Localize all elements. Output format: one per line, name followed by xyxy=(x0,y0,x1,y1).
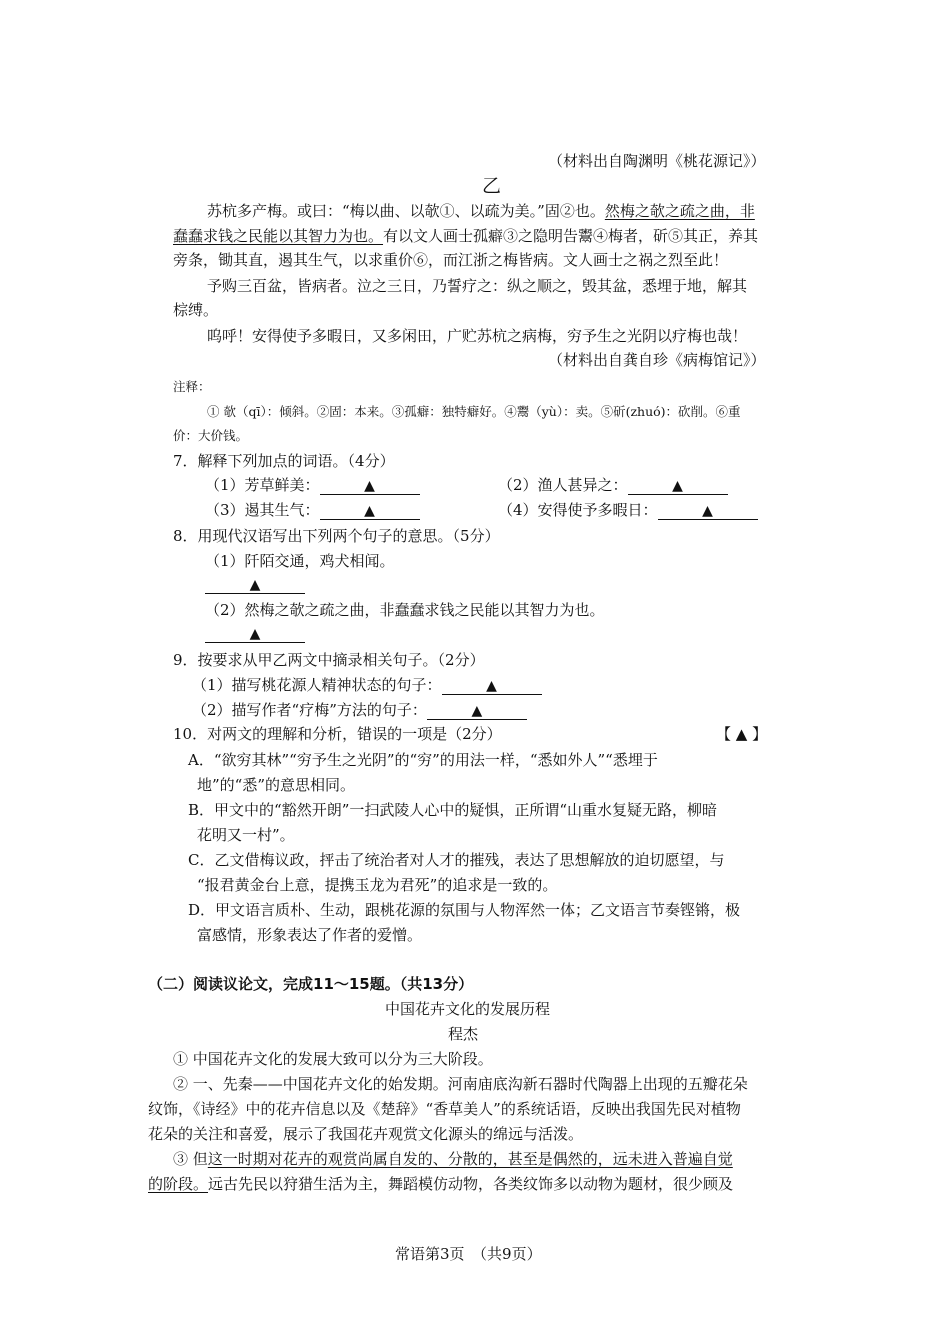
notes-line-1: ① 欹（qī）：倾斜。②固：本来。③孤癖：独特癖好。④鬻（yù）：卖。⑤斫(zhuó)：砍削。⑥重 xyxy=(207,404,741,419)
yi-paragraph-2-line-1: 予购三百盆，皆病者。泣之三日，乃誓疗之：纵之顺之，毁其盆，悉埋于地，解其 xyxy=(207,277,748,295)
yi-paragraph-2-line-2: 棕缚。 xyxy=(173,301,219,319)
notes-line-2: 价：大价钱。 xyxy=(173,428,249,443)
question-8-item-1: （1）阡陌交通，鸡犬相闻。 xyxy=(205,552,395,570)
question-9-stem: 9．按要求从甲乙两文中摘录相关句子。（2分） xyxy=(173,651,485,669)
yi-paragraph-1-line-2: 蠢蠢求钱之民能以其智力为也。有以文人画士孤癖③之隐明告鬻④梅者，斫⑤其正，养其 xyxy=(173,227,759,245)
question-9-item-1: （1）描写桃花源人精神状态的句子： ▲ xyxy=(192,675,542,695)
question-8-stem: 8．用现代汉语写出下列两个句子的意思。（5分） xyxy=(173,527,500,545)
page-footer: 常语第3页 （共9页） xyxy=(395,1245,542,1263)
option-d-line-1: D．甲文语言质朴、生动，跟桃花源的氛围与人物浑然一体；乙文语言节奏铿锵，极 xyxy=(188,901,741,919)
answer-blank[interactable]: ▲ xyxy=(320,476,420,495)
yi-paragraph-1-line-3: 旁条，锄其直，遏其生气，以求重价⑥，而江浙之梅皆病。文人画士之祸之烈至此！ xyxy=(173,251,729,269)
answer-bracket[interactable]: 【 ▲ 】 xyxy=(716,725,768,743)
question-8-answer-2 xyxy=(205,623,305,643)
yi-paragraph-3-line-1: 呜呼！安得使予多暇日，又多闲田，广贮苏杭之病梅，穷予生之光阴以疗梅也哉！ xyxy=(207,327,748,345)
source-jia: （材料出自陶渊明《桃花源记》） xyxy=(548,152,766,170)
option-c-line-1: C．乙文借梅议政，抨击了统治者对人才的摧残，表达了思想解放的迫切愿望，与 xyxy=(188,851,725,869)
option-c-line-2: “报君黄金台上意，提携玉龙为君死”的追求是一致的。 xyxy=(197,876,558,894)
question-7-stem: 7．解释下列加点的词语。（4分） xyxy=(173,452,395,470)
question-7-item-2: （2）渔人甚异之： ▲ xyxy=(498,475,728,495)
yi-paragraph-1-line-1: 苏杭多产梅。或曰：“梅以曲、以欹①、以疏为美。”固②也。然梅之欹之疏之曲，非 xyxy=(207,202,755,220)
essay-title: 中国花卉文化的发展历程 xyxy=(385,1000,551,1018)
essay-paragraph-3-line-2: 的阶段。远古先民以狩猎生活为主，舞蹈模仿动物，各类纹饰多以动物为题材，很少顾及 xyxy=(148,1175,734,1193)
question-7-item-3: （3）遏其生气： ▲ xyxy=(205,500,420,520)
answer-blank[interactable]: ▲ xyxy=(628,476,728,495)
source-yi: （材料出自龚自珍《病梅馆记》） xyxy=(548,351,766,369)
option-a-line-2: 地”的“悉”的意思相同。 xyxy=(197,776,356,794)
part-2-heading: （二）阅读议论文，完成11～15题。（共13分） xyxy=(148,975,474,993)
section-yi-title: 乙 xyxy=(482,175,502,197)
option-b-line-2: 花明又一村”。 xyxy=(197,826,295,844)
answer-blank[interactable]: ▲ xyxy=(205,624,305,643)
answer-blank[interactable]: ▲ xyxy=(658,501,758,520)
essay-paragraph-1: ① 中国花卉文化的发展大致可以分为三大阶段。 xyxy=(173,1050,493,1068)
answer-blank[interactable]: ▲ xyxy=(427,701,527,720)
essay-author: 程杰 xyxy=(448,1025,479,1043)
essay-paragraph-2-line-1: ② 一、先秦——中国花卉文化的始发期。河南庙底沟新石器时代陶器上出现的五瓣花朵 xyxy=(173,1075,748,1093)
essay-paragraph-3-line-1: ③ 但这一时期对花卉的观赏尚属自发的、分散的，甚至是偶然的，远未进入普遍自觉 xyxy=(173,1150,733,1168)
question-7-item-1: （1）芳草鲜美： ▲ xyxy=(205,475,420,495)
option-d-line-2: 富感情，形象表达了作者的爱憎。 xyxy=(197,926,423,944)
question-9-item-2: （2）描写作者“疗梅”方法的句子： ▲ xyxy=(192,700,527,720)
option-a-line-1: A．“欲穷其林”“穷予生之光阴”的“穷”的用法一样，“悉如外人”“悉埋于 xyxy=(188,751,658,769)
essay-paragraph-2-line-2: 纹饰，《诗经》中的花卉信息以及《楚辞》“香草美人”的系统话语，反映出我国先民对植物 xyxy=(148,1100,741,1118)
option-b-line-1: B．甲文中的“豁然开朗”一扫武陵人心中的疑惧，正所谓“山重水复疑无路，柳暗 xyxy=(188,801,718,819)
answer-blank[interactable]: ▲ xyxy=(320,501,420,520)
question-8-answer-1 xyxy=(205,574,305,594)
question-10-stem: 10．对两文的理解和分析，错误的一项是（2分） xyxy=(173,725,502,743)
essay-paragraph-2-line-3: 花朵的关注和喜爱，展示了我国花卉观赏文化源头的绵远与活泼。 xyxy=(148,1125,584,1143)
answer-blank[interactable]: ▲ xyxy=(442,676,542,695)
question-8-item-2: （2）然梅之欹之疏之曲，非蠢蠢求钱之民能以其智力为也。 xyxy=(205,601,605,619)
answer-blank[interactable]: ▲ xyxy=(205,575,305,594)
notes-label: 注释： xyxy=(173,379,211,394)
question-7-item-4: （4）安得使予多暇日： ▲ xyxy=(498,500,758,520)
